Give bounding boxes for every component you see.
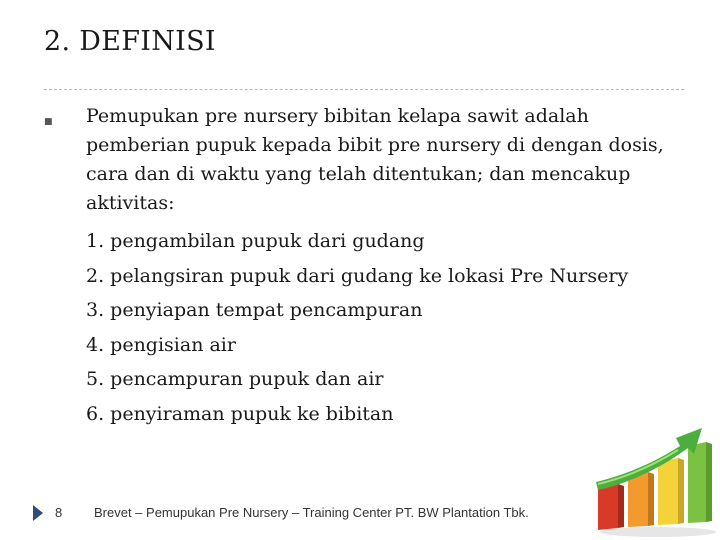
triangle-arrow-icon (33, 505, 43, 521)
list-item: 5. pencampuran pupuk dan air (86, 368, 384, 390)
list-item: 3. penyiapan tempat pencampuran (86, 299, 423, 321)
page-number: 8 (55, 505, 63, 520)
slide-footer (0, 500, 720, 530)
list-item: 1. pengambilan pupuk dari gudang (86, 230, 425, 252)
definition-paragraph: Pemupukan pre nursery bibitan kelapa sawit adalah pemberian pupuk kepada bibit pre nursery di dengan dosis, cara dan di waktu yang telah ditentukan; dan mencakup aktivitas: (86, 105, 664, 214)
slide-body (86, 102, 686, 431)
footer-text: Brevet – Pemupukan Pre Nursery – Training Center PT. BW Plantation Tbk. (94, 505, 529, 520)
list-item: 2. pelangsiran pupuk dari gudang ke lokasi Pre Nursery (86, 264, 629, 287)
activity-list (86, 224, 686, 431)
square-bullet-icon: ■ (44, 117, 53, 127)
list-item: 6. penyiraman pupuk ke bibitan (86, 402, 394, 425)
list-item: 4. pengisian air (86, 333, 236, 356)
slide-title: 2. DEFINISI (44, 26, 216, 57)
title-divider (44, 89, 684, 90)
